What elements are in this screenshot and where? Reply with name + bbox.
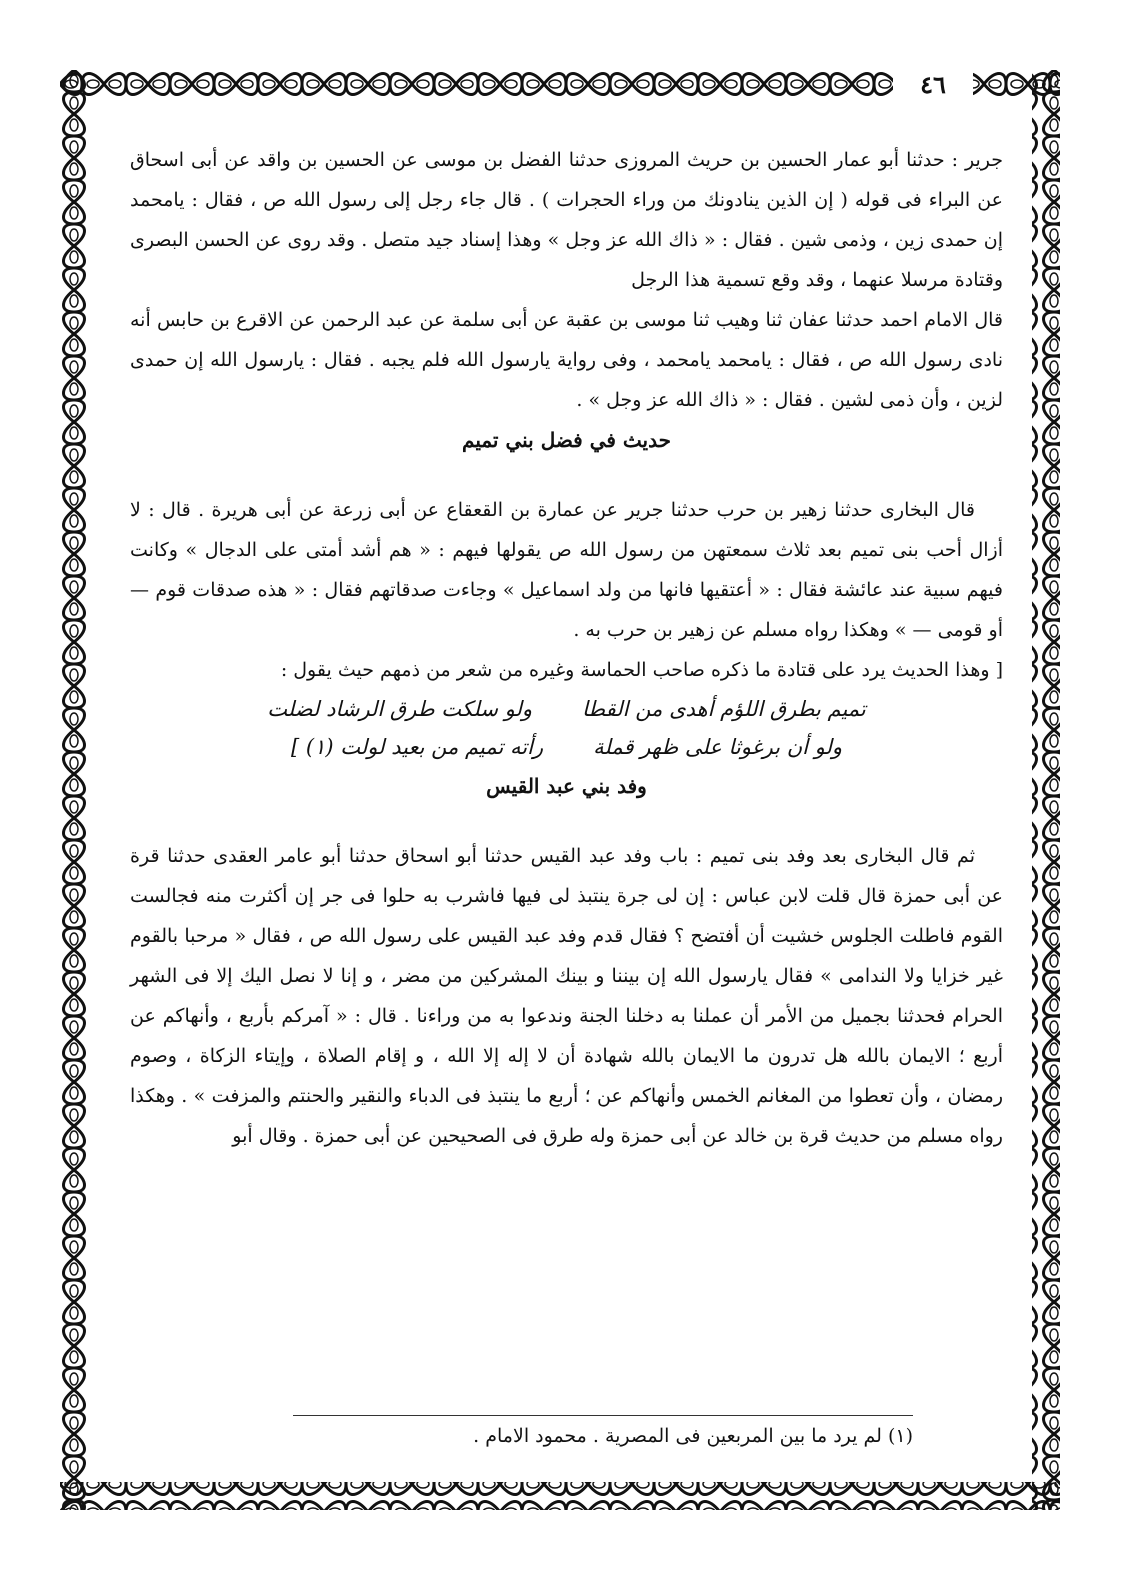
verse-hemistich: ولو أن برغوثا على ظهر قملة [593,735,843,759]
section-heading-tamim: حديث في فضل بني تميم [462,428,671,452]
page-body [130,140,1003,1156]
section-heading-qays: وفد بني عبد القيس [486,774,647,798]
paragraph-intro-2: قال الامام احمد حدثنا عفان ثنا وهيب ثنا موسى بن عقبة عن أبى سلمة عن عبد الرحمن عن الاقرع بن حابس أنه نادى رسول الله ص ، فقال : يامحمد يامحمد ، وفى رواية يارسول الله فلم يجبه . فقال : يارسول الله إن حمدى لزين ، وأن ذمى لشين . فقال : « ذاك الله عز وجل » . [130,309,1003,411]
paragraph-tamim: قال البخارى حدثنا زهير بن حرب حدثنا جرير عن عمارة بن القعقاع عن أبى زرعة عن أبى هريرة . قال : لا أزال أحب بنى تميم بعد ثلاث سمعتهن من رسول الله ص يقولها فيهم : « هم أشد أمتى على الدجال » وكانت فيهم سبية عند عائشة فقال : « أعتقيها فانها من ولد اسماعيل » وجاءت صدقاتهم فقال : « هذه صدقات قوم — أو قومى — » وهكذا رواه مسلم عن زهير بن حرب به . [130,499,1003,641]
paragraph-qays: ثم قال البخارى بعد وفد بنى تميم : باب وفد عبد القيس حدثنا أبو اسحاق حدثنا أبو عامر العقدى حدثنا قرة عن أبى حمزة قال قلت لابن عباس : إن لى جرة ينتبذ لى فيها فاشرب به حلوا فى جر إن أكثرت منه فجالست القوم فاطلت الجلوس خشيت أن أفتضح ؟ فقال قدم وفد عبد القيس على رسول الله ص ، فقال « مرحبا بالقوم غير خزايا ولا الندامى » فقال يارسول الله إن بيننا و بينك المشركين من مضر ، و إنا لا نصل اليك إلا فى الشهر الحرام فحدثنا بجميل من الأمر أن عملنا به دخلنا الجنة وندعوا به من وراءنا . قال : « آمركم بأربع ، وأنهاكم عن أربع ؛ الايمان بالله هل تدرون ما الايمان بالله شهادة أن لا إله إلا الله ، و إقام الصلاة ، وإيتاء الزكاة ، وصوم رمضان ، وأن تعطوا من المغانم الخمس وأنهاكم عن ؛ أربع ما ينتبذ فى الدباء والنقير والحنتم والمزفت » . وهكذا رواه مسلم من حديث قرة بن خالد عن أبى حمزة وله طرق فى الصحيحين عن أبى حمزة . وقال أبو [130,845,1003,1147]
verse-hemistich: تميم بطرق اللؤم أهدى من القطا [582,697,866,721]
footnote: (١) لم يرد ما بين المربعين فى المصرية . محمود الامام . [293,1415,913,1450]
verse-line-1 [130,690,1003,728]
verse-hemistich: رأته تميم من بعيد لولت (١) ] [290,735,544,759]
bracket-note: [ وهذا الحديث يرد على قتادة ما ذكره صاحب الحماسة وغيره من شعر من ذمهم حيث يقول : [280,659,1003,681]
verse-hemistich: ولو سلكت طرق الرشاد لضلت [267,697,533,721]
page-number: ٤٦ [893,70,973,100]
paragraph-intro-1: جرير : حدثنا أبو عمار الحسين بن حريث المروزى حدثنا الفضل بن موسى عن الحسين بن واقد عن أبى اسحاق عن البراء فى قوله ( إن الذين ينادونك من وراء الحجرات ) . قال جاء رجل إلى رسول الله ص ، فقال : يامحمد إن حمدى زين ، وذمى شين . فقال : « ذاك الله عز وجل » وهذا إسناد جيد متصل . وقد روى عن الحسن البصرى وقتادة مرسلا عنهما ، وقد وقع تسمية هذا الرجل [130,149,1003,291]
verse-line-2 [130,728,1003,766]
